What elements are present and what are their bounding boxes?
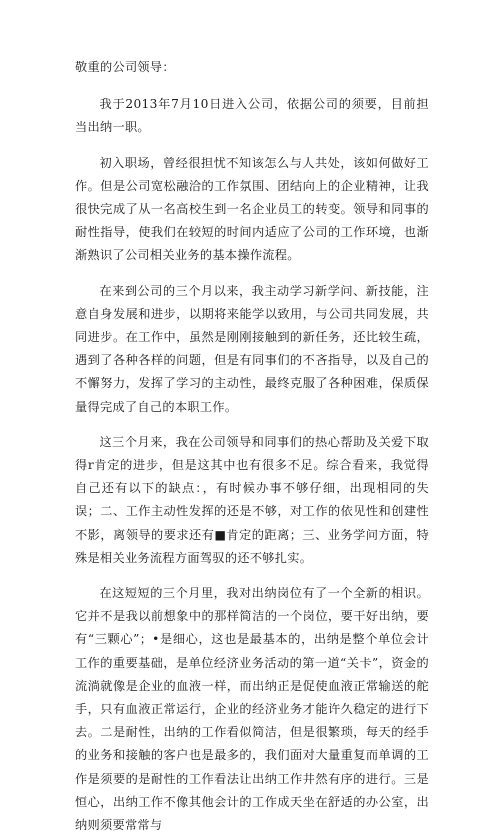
paragraph-shortcomings: 这三个月来，我在公司领导和同事们的热心帮助及关爱下取得r肯定的进步，但是这其中也有很多不足。综合看来，我觉得自己还有以下的缺点：，有时候办事不够仔细，出现相同的失误；二、工作主动性发挥的还是不够，对工作的依见性和创建性不影，离领导的要求还有■肯定的距离；三、业务学问方面，特殊是相关业务流程方面驾驭的还不够扎实。 (75, 434, 429, 565)
document-body (75, 56, 429, 837)
paragraph-cashier-understanding: 在这短短的三个月里，我对出纳岗位有了一个全新的相识。它并不是我以前想象中的那样简洁的一个岗位，要干好出纳，要有“三颗心”；•是细心，这也是最基本的，出纳是整个单位会计工作的重要基础，是单位经济业务活动的第一道“关卡”，资金的流淌就像是企业的血液一样，而出纳正是促使血液正常输送的舵手，只有血液正常运行，企业的经济业务才能许久稳定的进行下去。二是耐性，出纳的工作看似简洁，但是很繁琐，每天的经手的业务和接触的客户也是最多的，我们面对大量重复而单调的工作是须要的是耐性的工作看法让出纳工作井然有序的进行。三是恒心，出纳工作不像其他会计的工作成天坐在舒适的办公室，出纳则须要常常与 (75, 586, 429, 833)
paragraph-three-months-learning: 在来到公司的三个月以来，我主动学习新学问、新技能，注意自身发展和进步，以期将来能学以致用，与公司共同发展，共同进步。在工作中，虽然是刚刚接触到的新任务，还比较生疏，遇到了各种各样的问题，但是有同事们的不吝指导，以及自己的不懈努力，发挥了学习的主动性，最终克服了各种困难，保质保量得完成了自己的本职工作。 (75, 283, 429, 414)
paragraph-start-date: 我于2013年7月10日进入公司，依据公司的须要，目前担当出纳一职。 (75, 97, 429, 135)
salutation: 敬重的公司领导： (75, 60, 175, 74)
paragraph-first-impressions: 初入职场，曾经很担忧不知该怎么与人共处，该如何做好工作。但是公司宽松融洽的工作氛围、团结向上的企业精神，让我很快完成了从一名高校生到一名企业员工的转变。领导和同事的耐性指导，使我们在较短的时间内适应了公司的工作环境，也渐渐熟识了公司相关业务的基本操作流程。 (75, 155, 429, 263)
